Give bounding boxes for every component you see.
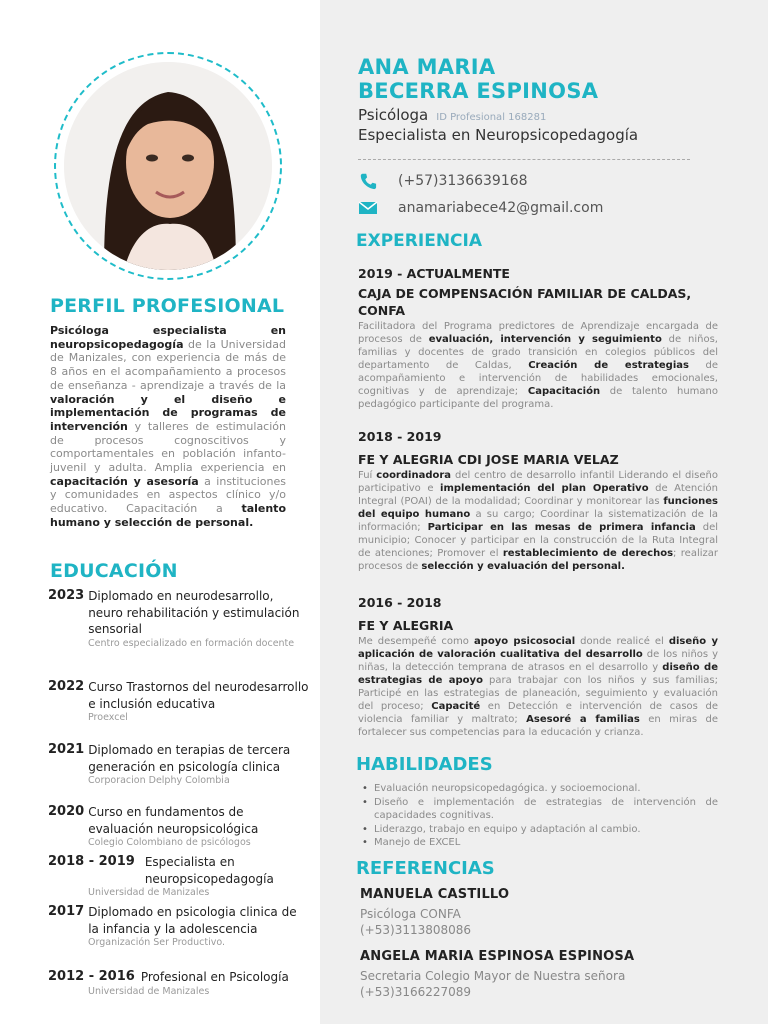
education-title: Diplomado en neurodesarrollo, neuro rehabilitación y estimulación sensorial	[88, 589, 300, 636]
role-title: Psicóloga	[358, 106, 429, 124]
profile-bold-2: valoración y el diseño e implementación de programas de intervención	[50, 392, 286, 433]
skill-item	[362, 782, 718, 796]
profile-text	[50, 324, 286, 530]
job-text: donde realicé el	[575, 636, 669, 647]
job-text: de Atención Integral (POAI) de la modalidad; Coordinar y monitorear las	[358, 483, 718, 507]
name-line-1: ANA MARIA	[358, 55, 496, 79]
job-description	[358, 635, 718, 739]
profile-bold-4: talento humano y selección de personal.	[50, 502, 286, 529]
job-bold: diseño de estrategias de apoyo	[358, 662, 718, 686]
bullet-icon: •	[362, 796, 368, 808]
reference-entry	[360, 887, 509, 938]
skill-text: Liderazgo, trabajo en equipo y adaptación al cambio.	[374, 823, 641, 835]
job-bold: selección y evaluación del personal.	[421, 561, 625, 572]
job-bold: Capacité	[431, 701, 481, 712]
reference-phone: (+53)3166227089	[360, 985, 472, 999]
phone-contact[interactable]	[358, 172, 528, 190]
reference-phone: (+53)3113808086	[360, 923, 472, 937]
education-institution: Universidad de Manizales	[88, 985, 210, 997]
job-organization: FE Y ALEGRIA CDI JOSE MARIA VELAZ	[358, 452, 619, 467]
bullet-icon: •	[362, 823, 368, 835]
job-organization: FE Y ALEGRIA	[358, 618, 454, 633]
education-item	[48, 854, 310, 899]
skills-list	[362, 782, 718, 850]
education-year: 2018 - 2019	[48, 854, 135, 869]
job-bold: Asesoré a familias	[526, 714, 640, 725]
education-title: Profesional en Psicología	[140, 970, 289, 984]
job-entry	[358, 595, 718, 739]
full-name	[358, 55, 598, 103]
email-contact[interactable]	[358, 199, 603, 217]
education-institution: Proexcel	[88, 712, 128, 723]
job-bold: restablecimiento de derechos	[502, 548, 674, 559]
job-bold: evaluación, intervención y seguimiento	[428, 334, 662, 345]
education-item	[48, 679, 310, 724]
education-year: 2020	[48, 804, 85, 819]
reference-entry	[360, 949, 634, 1000]
job-bold: apoyo psicosocial	[473, 636, 576, 647]
job-dates: 2019 - ACTUALMENTE	[358, 266, 510, 281]
job-text: del municipio; Conocer y participar en la construcción de la Ruta Integral de atenciones; Promover el	[358, 522, 718, 559]
profile-text-2: y talleres de estimulación de procesos cognoscitivos y comportamentales en población infanto-juvenil y adulta. Amplia experiencia en	[50, 419, 286, 475]
education-title: Curso Trastornos del neurodesarrollo e inclusión educativa	[88, 680, 309, 711]
job-text: en Detección e intervención de casos de violencia familiar y maltrato;	[358, 701, 718, 725]
job-bold: diseño y aplicación de valoración cualitativa del desarrollo	[358, 636, 719, 660]
profile-text-3: a instituciones y comunidades en aspectos clínico y/o educativo. Capacitación a	[50, 474, 287, 516]
reference-name: ANGELA MARIA ESPINOSA ESPINOSA	[360, 949, 635, 964]
job-text: ; realizar procesos de	[358, 548, 718, 572]
role	[358, 106, 546, 124]
profile-heading: PERFIL PROFESIONAL	[50, 295, 285, 317]
profile-bold-1: Psicóloga especialista en neuropsicopedagogía	[50, 324, 286, 351]
job-dates: 2016 - 2018	[358, 595, 442, 610]
job-text: de acompañamiento e intervención de habilidades emocionales, cognitivas y de aprendizaje;	[358, 360, 718, 397]
education-year: 2022	[48, 679, 85, 694]
skill-item	[362, 796, 718, 823]
education-title: Diplomado en psicologia clinica de la infancia y la adolescencia	[88, 905, 297, 936]
phone-number: (+57)3136639168	[398, 173, 528, 189]
job-text: Me desempeñé como	[358, 636, 474, 647]
profile-bold-3: capacitación y asesoría	[50, 474, 199, 488]
skill-item	[362, 836, 718, 850]
specialty: Especialista en Neuropsicopedagogía	[358, 126, 639, 144]
education-item	[48, 588, 310, 650]
education-year: 2023	[48, 588, 85, 603]
job-text: de niños, familias y docentes de grado transición en colegios públicos del departamento de Caldas,	[358, 334, 718, 371]
job-text: a su cargo; Coordinar la sistematización de la información;	[358, 509, 719, 533]
education-title: Diplomado en terapias de tercera generación en psicología clinica	[88, 743, 291, 774]
skill-text: Manejo de EXCEL	[374, 837, 461, 848]
profile-photo	[64, 62, 272, 270]
job-text: de talento humano pedagógico participante del programa.	[358, 386, 719, 410]
reference-role: Psicóloga CONFA	[360, 907, 461, 921]
job-bold: Participar en las mesas de primera infancia	[427, 522, 696, 533]
email-icon	[358, 199, 378, 217]
job-dates: 2018 - 2019	[358, 429, 442, 444]
education-institution: Colegio Colombiano de psicólogos	[88, 837, 251, 848]
skill-text: Evaluación neuropsicopedagógica. y socioemocional.	[374, 783, 641, 794]
education-year: 2021	[48, 742, 85, 757]
bullet-icon: •	[362, 783, 368, 794]
experience-heading: EXPERIENCIA	[356, 231, 483, 251]
education-year: 2012 - 2016	[48, 969, 135, 984]
education-institution: Universidad de Manizales	[88, 887, 210, 898]
phone-icon	[358, 172, 378, 190]
skills-heading: HABILIDADES	[356, 754, 493, 775]
profile-text-1: de la Universidad de Manizales, con experiencia de más de 8 años en el acompañamiento a procesos de enseñanza - aprendizaje a través de la	[50, 337, 286, 392]
education-institution: Organización Ser Productivo.	[88, 937, 226, 948]
job-bold: Creación de estrategias	[528, 360, 689, 371]
education-year: 2017	[48, 904, 85, 919]
education-heading: EDUCACIÓN	[50, 560, 178, 582]
reference-name: MANUELA CASTILLO	[360, 887, 510, 902]
job-text: para trabajar con los niños y sus familias; Participé en las estrategias de planeación, seguimiento y evaluación del proceso;	[358, 675, 718, 712]
job-description	[358, 469, 718, 573]
email-address: anamariabece42@gmail.com	[398, 200, 604, 216]
job-bold: coordinadora	[376, 470, 452, 481]
job-bold: implementación del plan Operativo	[440, 483, 649, 494]
skill-item	[362, 823, 718, 837]
education-title: Especialista en neuropsicopedagogía	[144, 855, 274, 886]
education-institution: Centro especializado en formación docente	[88, 637, 295, 649]
skill-text: Diseño e implementación de estrategias de intervención de capacidades cognitivas.	[374, 796, 718, 821]
education-item	[48, 969, 310, 998]
education-item	[48, 904, 310, 949]
job-description	[358, 320, 718, 411]
job-bold: funciones del equipo humano	[358, 496, 718, 520]
job-text: Fuí	[358, 470, 377, 481]
job-entry	[358, 429, 718, 573]
job-text: de los niños y niñas, la detección temprana de atrasos en el desarrollo y	[358, 649, 719, 673]
education-item	[48, 804, 310, 849]
job-bold: Capacitación	[527, 386, 601, 397]
job-text: del centro de desarrollo infantil Liderando el diseño participativo e	[358, 470, 719, 494]
professional-id: ID Profesional 168281	[436, 112, 547, 123]
education-institution: Corporacion Delphy Colombia	[88, 775, 230, 786]
job-entry	[358, 266, 718, 411]
job-organization: CAJA DE COMPENSACIÓN FAMILIAR DE CALDAS, CONFA	[358, 286, 692, 318]
references-heading: REFERENCIAS	[356, 858, 495, 879]
bullet-icon: •	[362, 837, 368, 848]
job-text: en miras de fortalecer sus competencias para la educación y crianza.	[358, 714, 718, 738]
reference-role: Secretaria Colegio Mayor de Nuestra señora	[360, 969, 626, 983]
education-item	[48, 742, 310, 787]
name-line-2: BECERRA ESPINOSA	[358, 79, 599, 103]
job-text: Facilitadora del Programa predictores de Aprendizaje encargada de procesos de	[358, 321, 718, 345]
header-divider	[358, 159, 690, 160]
education-title: Curso en fundamentos de evaluación neuropsicológica	[88, 805, 259, 836]
